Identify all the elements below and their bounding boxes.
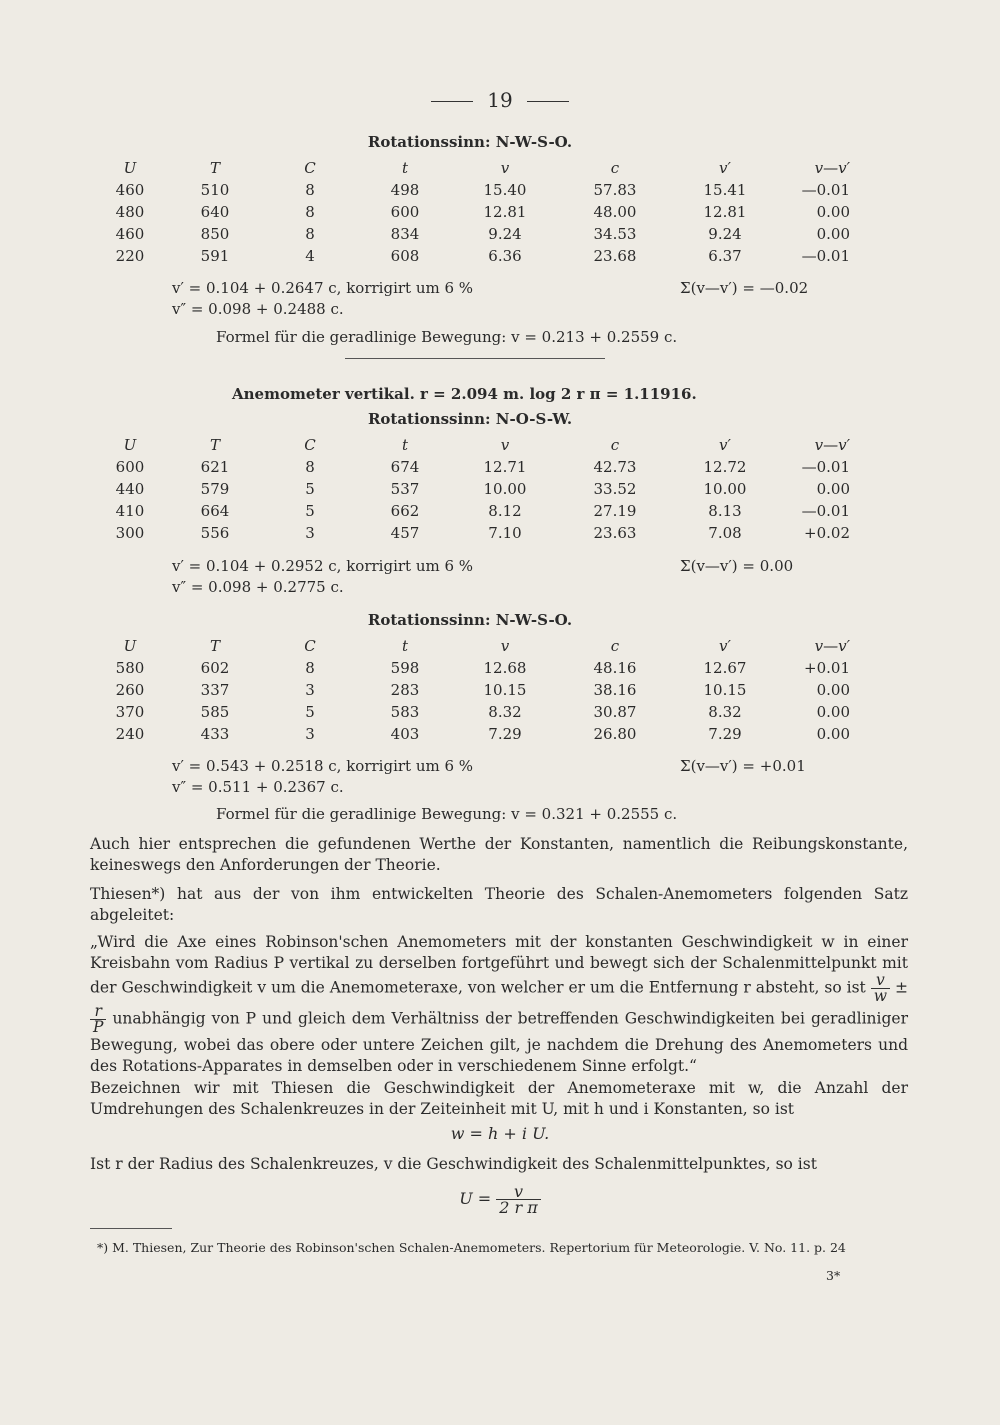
table2-heading: Rotationssinn: N-O-S-W. (367, 410, 573, 428)
footnote-rule (90, 1228, 172, 1229)
table-cell: 510 (200, 181, 230, 199)
col-header: v—v′ (814, 159, 850, 177)
table-cell: 260 (115, 681, 145, 699)
equation-U (0, 1184, 1000, 1215)
table-cell: 7.10 (488, 524, 522, 542)
table3-formula-v2: v″ = 0.511 + 0.2367 c. (172, 778, 344, 796)
col-header: T (209, 159, 220, 177)
table3-heading: Rotationssinn: N-W-S-O. (367, 611, 573, 629)
table-cell: 640 (200, 203, 230, 221)
section2-heading: Anemometer vertikal. r = 2.094 m. log 2 r π = 1.11916. (232, 385, 697, 403)
equation-w: w = h + i U. (450, 1124, 550, 1143)
table-row (100, 679, 850, 701)
table-row (100, 657, 850, 679)
table-cell: 0.00 (816, 225, 850, 243)
table-cell: 600 (115, 458, 145, 476)
table-cell: 6.37 (708, 247, 742, 265)
equation-U-lhs: U = (459, 1189, 492, 1208)
paragraph-1: Auch hier entsprechen die gefundenen Werthe der Konstanten, namentlich die Reibungskonstante, keineswegs den Anforderungen der Theorie. (90, 835, 908, 874)
table-cell: 674 (390, 458, 420, 476)
paragraph-3 (90, 932, 908, 1076)
col-header: v′ (719, 637, 731, 655)
table1-formula-v1: v′ = 0.104 + 0.2647 c, korrigirt um 6 % (172, 279, 474, 297)
paragraph-3-continuation: unabhängig von P und gleich dem Verhältniss der betreffenden Geschwindigkeiten bei geradliniger Bewegung, wobei das obere oder untere Zeichen gilt, je nachdem die Drehung des Anemometers und des Rotations-Apparates in demselben oder in verschiedenem Sinne erfolgt.“ (90, 1009, 908, 1075)
table-row (100, 245, 850, 267)
paragraph-4: Bezeichnen wir mit Thiesen die Geschwindigkeit der Anemometeraxe mit w, die Anzahl der Umdrehungen des Schalenkreuzes in der Zeiteinheit mit U, mit h und i Konstanten, so ist (90, 1079, 908, 1118)
table-cell: 498 (390, 181, 420, 199)
table-cell: 460 (115, 225, 145, 243)
fraction-v-over-2rpi: $\frac{v}{\text{2 r π}}$ (496, 1184, 541, 1215)
table-cell: —0.01 (801, 502, 850, 520)
footnote: *) M. Thiesen, Zur Theorie des Robinson'schen Schalen-Anemometers. Repertorium für Meteorologie. V. No. 11. p. 24 (97, 1240, 846, 1255)
table-cell: 8 (305, 225, 315, 243)
col-header: U (123, 637, 137, 655)
col-header: T (209, 637, 220, 655)
table-cell: 834 (390, 225, 420, 243)
table2 (100, 434, 850, 544)
table-cell: 537 (390, 480, 420, 498)
table3 (100, 635, 850, 745)
table-cell: 7.29 (488, 725, 522, 743)
col-header: T (209, 436, 220, 454)
table-cell: 664 (200, 502, 230, 520)
col-header: v—v′ (814, 637, 850, 655)
table-cell: 0.00 (816, 203, 850, 221)
table-cell: 662 (390, 502, 420, 520)
table1-straight-motion: Formel für die geradlinige Bewegung: v = 0.213 + 0.2559 c. (216, 328, 678, 346)
table-cell: 403 (390, 725, 420, 743)
table1 (100, 157, 850, 267)
paragraph-3-text: „Wird die Axe eines Robinson'schen Anemometers mit der konstanten Geschwindigkeit w in einer Kreisbahn vom Radius P vertikal zu derselben fortgeführt und bewegt sich der Schalenmittelpunkt mit der Geschwindigkeit v um die Anemometeraxe, von welcher er um die Entfernung r absteht, so ist (90, 933, 908, 997)
page-number: 19 (0, 88, 1000, 112)
table-cell: 370 (115, 703, 145, 721)
table1-formula-sum: Σ(v—v′) = —0.02 (680, 279, 809, 297)
table-header-row (100, 635, 850, 657)
table-cell: 23.63 (593, 524, 637, 542)
table-cell: 27.19 (593, 502, 637, 520)
table-cell: 7.08 (708, 524, 742, 542)
table-cell: 8 (305, 458, 315, 476)
paragraph-2: Thiesen*) hat aus der von ihm entwickelten Theorie des Schalen-Anemometers folgenden Satz abgeleitet: (90, 885, 908, 924)
signature-mark: 3* (826, 1268, 841, 1283)
table-cell: 15.40 (483, 181, 527, 199)
table-cell: 608 (390, 247, 420, 265)
table-cell: —0.01 (801, 247, 850, 265)
table-cell: 8.32 (708, 703, 742, 721)
table-cell: +0.01 (804, 659, 850, 677)
col-header: t (401, 436, 409, 454)
table-cell: 0.00 (816, 480, 850, 498)
fraction-v-over-w: $\frac{v}{w}$ (871, 973, 890, 1004)
table-cell: 12.71 (483, 458, 527, 476)
col-header: t (401, 159, 409, 177)
table-row (100, 456, 850, 478)
table-cell: —0.01 (801, 181, 850, 199)
table2-formula-sum: Σ(v—v′) = 0.00 (680, 557, 794, 575)
table-cell: 23.68 (593, 247, 637, 265)
page-number-rule-right (527, 101, 569, 102)
table3-formula-v1: v′ = 0.543 + 0.2518 c, korrigirt um 6 % (172, 757, 474, 775)
col-header: v (500, 637, 510, 655)
table-cell: 15.41 (703, 181, 747, 199)
table-cell: 8 (305, 181, 315, 199)
col-header: c (610, 637, 620, 655)
table-cell: 12.67 (703, 659, 747, 677)
table-cell: 300 (115, 524, 145, 542)
table-cell: 410 (115, 502, 145, 520)
table-cell: 26.80 (593, 725, 637, 743)
table-cell: 6.36 (488, 247, 522, 265)
table-cell: 600 (390, 203, 420, 221)
table-cell: 34.53 (593, 225, 637, 243)
table-cell: 3 (305, 725, 315, 743)
table-cell: 30.87 (593, 703, 637, 721)
table-cell: 42.73 (593, 458, 637, 476)
table-cell: 337 (200, 681, 230, 699)
table-cell: 8 (305, 659, 315, 677)
table-cell: 3 (305, 524, 315, 542)
col-header: v′ (719, 159, 731, 177)
table-row (100, 478, 850, 500)
table-cell: 583 (390, 703, 420, 721)
table-cell: 8.12 (488, 502, 522, 520)
table-cell: 457 (390, 524, 420, 542)
table-cell: 12.72 (703, 458, 747, 476)
table-cell: 0.00 (816, 703, 850, 721)
table-cell: 7.29 (708, 725, 742, 743)
col-header: U (123, 436, 137, 454)
col-header: c (610, 436, 620, 454)
table1-heading: Rotationssinn: N-W-S-O. (367, 133, 573, 151)
col-header: v (500, 159, 510, 177)
table-cell: 556 (200, 524, 230, 542)
col-header: v′ (719, 436, 731, 454)
col-header: U (123, 159, 137, 177)
table-cell: 480 (115, 203, 145, 221)
table-row (100, 201, 850, 223)
section-divider (345, 358, 605, 359)
table1-formula-v2: v″ = 0.098 + 0.2488 c. (172, 300, 344, 318)
table-cell: 598 (390, 659, 420, 677)
fraction-r-over-P: $\frac{r}{P}$ (90, 1004, 106, 1035)
table-row (100, 500, 850, 522)
table-cell: 4 (305, 247, 315, 265)
col-header: c (610, 159, 620, 177)
table-cell: 621 (200, 458, 230, 476)
table-cell: 3 (305, 681, 315, 699)
table-cell: 440 (115, 480, 145, 498)
table-cell: 591 (200, 247, 230, 265)
table-cell: 460 (115, 181, 145, 199)
col-header: v—v′ (814, 436, 850, 454)
table-cell: 8.13 (708, 502, 742, 520)
table-cell: 12.81 (703, 203, 747, 221)
page-number-rule-left (431, 101, 473, 102)
table-cell: 240 (115, 725, 145, 743)
col-header: C (304, 637, 316, 655)
table-cell: 5 (305, 502, 315, 520)
table-cell: 48.00 (593, 203, 637, 221)
table2-formula-v1: v′ = 0.104 + 0.2952 c, korrigirt um 6 % (172, 557, 474, 575)
table3-formula-sum: Σ(v—v′) = +0.01 (680, 757, 806, 775)
table-header-row (100, 157, 850, 179)
table2-formula-v2: v″ = 0.098 + 0.2775 c. (172, 578, 344, 596)
table-cell: 602 (200, 659, 230, 677)
table-cell: 8 (305, 203, 315, 221)
table-cell: 38.16 (593, 681, 637, 699)
table-cell: 0.00 (816, 681, 850, 699)
table-cell: 0.00 (816, 725, 850, 743)
table-cell: 9.24 (488, 225, 522, 243)
col-header: C (304, 159, 316, 177)
table-row (100, 701, 850, 723)
table-cell: 580 (115, 659, 145, 677)
table-cell: 12.81 (483, 203, 527, 221)
table-cell: 48.16 (593, 659, 637, 677)
table-cell: 10.15 (483, 681, 527, 699)
table-cell: 433 (200, 725, 230, 743)
table-cell: 10.00 (703, 480, 747, 498)
paragraph-5: Ist r der Radius des Schalenkreuzes, v die Geschwindigkeit des Schalenmittelpunktes, so ist (90, 1155, 817, 1173)
table-cell: 5 (305, 480, 315, 498)
table-row (100, 723, 850, 745)
table-cell: 8.32 (488, 703, 522, 721)
col-header: v (500, 436, 510, 454)
table3-straight-motion: Formel für die geradlinige Bewegung: v = 0.321 + 0.2555 c. (216, 805, 678, 823)
table-header-row (100, 434, 850, 456)
table-cell: 12.68 (483, 659, 527, 677)
table-cell: 220 (115, 247, 145, 265)
table-cell: —0.01 (801, 458, 850, 476)
table-row (100, 223, 850, 245)
col-header: t (401, 637, 409, 655)
table-cell: 5 (305, 703, 315, 721)
table-cell: 579 (200, 480, 230, 498)
col-header: C (304, 436, 316, 454)
table-cell: 57.83 (593, 181, 637, 199)
table-row (100, 522, 850, 544)
table-cell: 10.00 (483, 480, 527, 498)
table-cell: +0.02 (804, 524, 850, 542)
table-cell: 33.52 (593, 480, 637, 498)
table-cell: 9.24 (708, 225, 742, 243)
plus-minus-sign: ± (894, 978, 908, 997)
table-cell: 850 (200, 225, 230, 243)
table-cell: 283 (390, 681, 420, 699)
table-cell: 10.15 (703, 681, 747, 699)
table-row (100, 179, 850, 201)
table-cell: 585 (200, 703, 230, 721)
